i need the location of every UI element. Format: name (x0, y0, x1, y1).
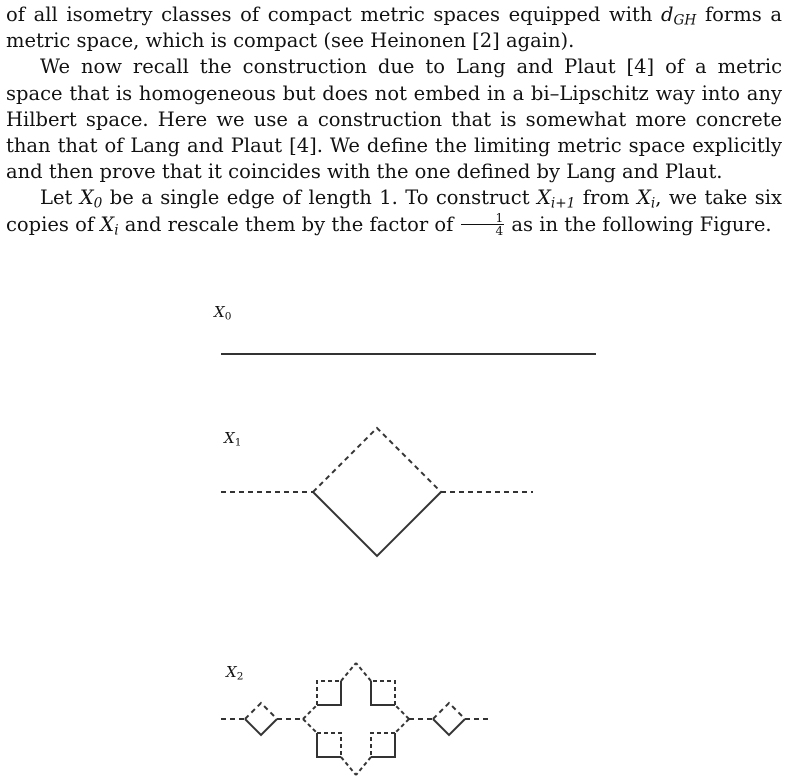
fraction-denominator: 4 (495, 223, 504, 238)
xi1-sub: i+1 (550, 195, 576, 212)
x1-label-sub: 1 (234, 436, 242, 449)
xi2-sub: i (114, 222, 119, 239)
x1-upper-dashed-path (313, 428, 441, 492)
p1-text-b: forms a metric space, which is compact (see Heinonen [2] again). (6, 3, 782, 53)
x1-graph (221, 428, 533, 556)
p3-text-c: from (575, 186, 637, 210)
x0-label-sub: 0 (224, 310, 232, 323)
x1-lower-solid-path (313, 492, 441, 556)
xi1-var: X (536, 186, 551, 210)
x2-square-ll-dashed (317, 733, 341, 757)
x2-square-ur-dashed (371, 681, 395, 705)
x2-top-peak-right (356, 663, 371, 681)
p3-text-e: and rescale them by the factor of (118, 212, 460, 236)
x2-square-ul-dashed (317, 681, 341, 705)
x2-left-diamond-bottom (245, 719, 277, 735)
x2-center-diagonal-ll (303, 719, 317, 733)
x2-right-diamond-top (433, 703, 465, 719)
x2-right-diamond-bottom (433, 719, 465, 735)
fraction-numerator: 1 (461, 212, 505, 225)
x2-center-diagonal-ur (395, 705, 409, 719)
x2-square-ur-solid (371, 681, 395, 705)
x1-label-var: X (224, 429, 235, 447)
xi-sub: i (650, 195, 656, 212)
x2-label-var: X (226, 663, 237, 681)
xi-var: X (636, 186, 651, 210)
x2-bottom-peak-left (341, 757, 356, 775)
x2-center-diagonal-lr (395, 719, 409, 733)
x2-square-lr-dashed (371, 733, 395, 757)
x2-bottom-peak-right (356, 757, 371, 775)
x2-label-sub: 2 (236, 670, 244, 683)
paragraph-2: We now recall the construction due to Lang and Plaut [4] of a metric space that is homogeneous but does not embed in a bi–Lipschitz way into any Hilbert space. Here we use a construction that is somewhat more concrete than that of Lang and Plaut [4]. We define the limiting metric space explicitly and then prove that it coincides with the one defined by Lang and Plaut. (6, 55, 782, 184)
x2-left-diamond-top (245, 703, 277, 719)
p3-text-a: Let (40, 186, 80, 210)
x2-square-lr-solid (371, 733, 395, 757)
x2-top-peak-left (341, 663, 356, 681)
p3-text-f: as in the following Figure. (505, 212, 772, 236)
x2-square-ll-solid (317, 733, 341, 757)
x0-sub: 0 (93, 195, 103, 212)
x0-var: X (79, 186, 94, 210)
x2-center-diagonal-ul (303, 705, 317, 719)
dgh-sub: GH (673, 12, 697, 29)
p3-text-d: , we take six copies of (6, 186, 782, 236)
x2-graph (221, 663, 489, 775)
xi2-var: X (100, 212, 115, 236)
p3-text-b: be a single edge of length 1. To construct (102, 186, 537, 210)
x0-label-var: X (214, 303, 225, 321)
dgh-var: d (661, 3, 674, 26)
x2-square-ul-solid (317, 681, 341, 705)
p1-text-a: of all isometry classes of compact metric spaces equipped with (6, 3, 662, 26)
